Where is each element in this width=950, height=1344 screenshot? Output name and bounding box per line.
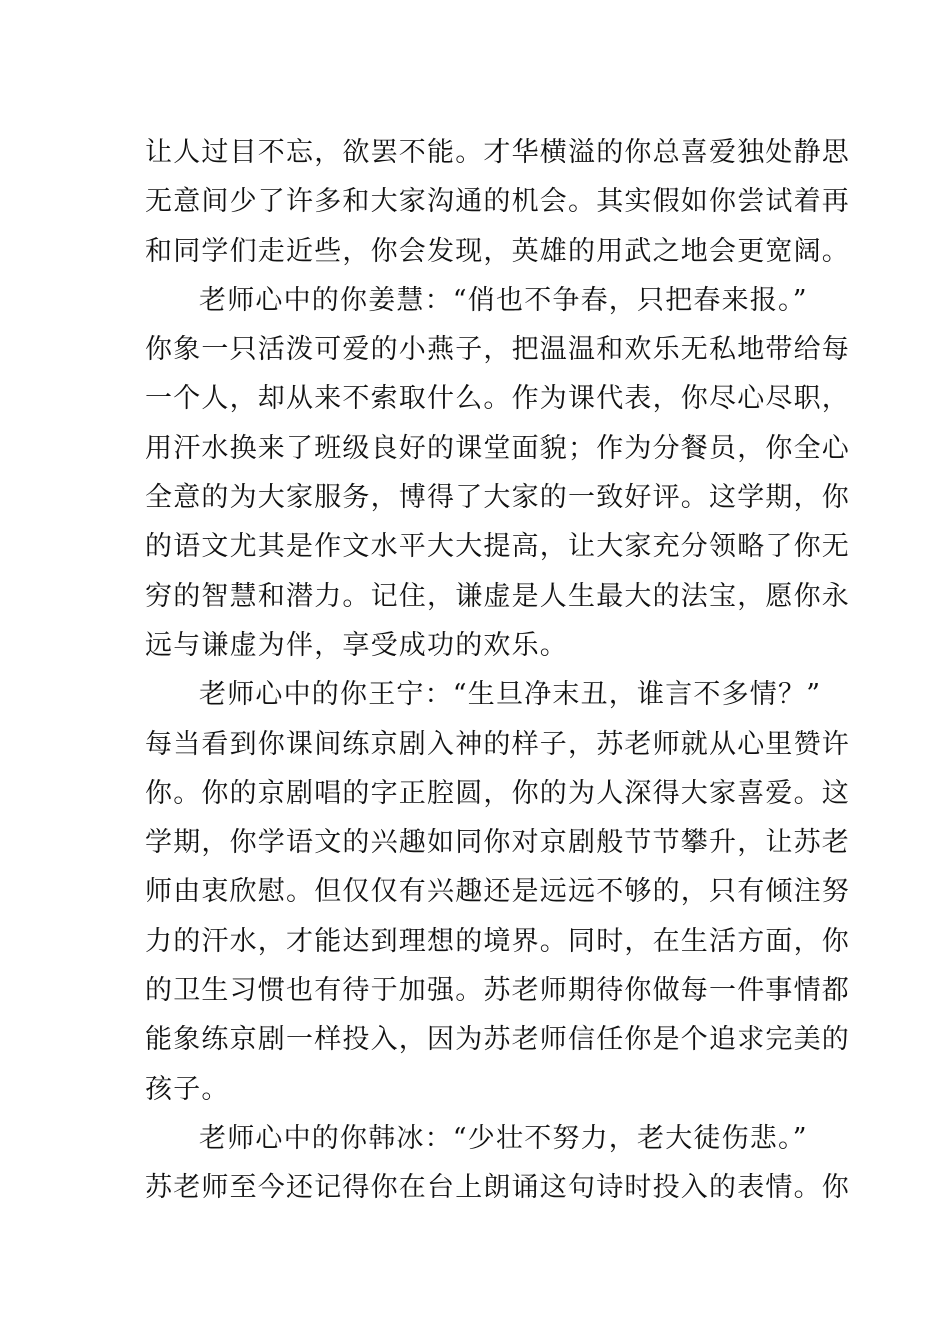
text-line: 师由衷欣慰。但仅仅有兴趣还是远远不够的，只有倾注努 [145,876,850,908]
text-line: 学期，你学语文的兴趣如同你对京剧般节节攀升，让苏老 [145,827,850,859]
text-line: 一个人，却从来不索取什么。作为课代表，你尽心尽职， [145,383,850,415]
text-line: 每当看到你课间练京剧入神的样子，苏老师就从心里赞许 [145,728,850,760]
text-line: 孩子。 [145,1073,230,1105]
text-line: 苏老师至今还记得你在台上朗诵这句诗时投入的表情。你 [145,1172,850,1204]
text-line: 用汗水换来了班级良好的课堂面貌；作为分餐员，你全心 [145,432,850,464]
text-line: 穷的智慧和潜力。记住，谦虚是人生最大的法宝，愿你永 [145,580,850,612]
text-line: 力的汗水，才能达到理想的境界。同时，在生活方面，你 [145,925,850,957]
document-body [145,128,850,1213]
text-line: 让人过目不忘，欲罢不能。才华横溢的你总喜爱独处静思 [145,137,850,168]
text-line: 无意间少了许多和大家沟通的机会。其实假如你尝试着再 [145,186,850,218]
text-line: 的卫生习惯也有待于加强。苏老师期待你做每一件事情都 [145,975,850,1007]
text-line: 能象练京剧一样投入，因为苏老师信任你是个追求完美的 [145,1024,850,1056]
text-line: 你。你的京剧唱的字正腔圆，你的为人深得大家喜爱。这 [145,777,850,809]
text-line: 你象一只活泼可爱的小燕子，把温温和欢乐无私地带给每 [145,334,850,366]
text-line: 的语文尤其是作文水平大大提高，让大家充分领略了你无 [145,531,850,563]
paragraph-first-line: 老师心中的你姜慧：“俏也不争春，只把春来报。” [199,284,808,316]
text-line: 远与谦虚为伴，享受成功的欢乐。 [145,629,568,661]
paragraph-first-line: 老师心中的你韩冰：“少壮不努力，老大徒伤悲。” [199,1122,808,1154]
paragraph-first-line: 老师心中的你王宁：“生旦净末丑，谁言不多情？” [199,679,822,711]
text-line: 全意的为大家服务，博得了大家的一致好评。这学期，你 [145,482,850,514]
text-line: 和同学们走近些，你会发现，英雄的用武之地会更宽阔。 [145,235,850,267]
